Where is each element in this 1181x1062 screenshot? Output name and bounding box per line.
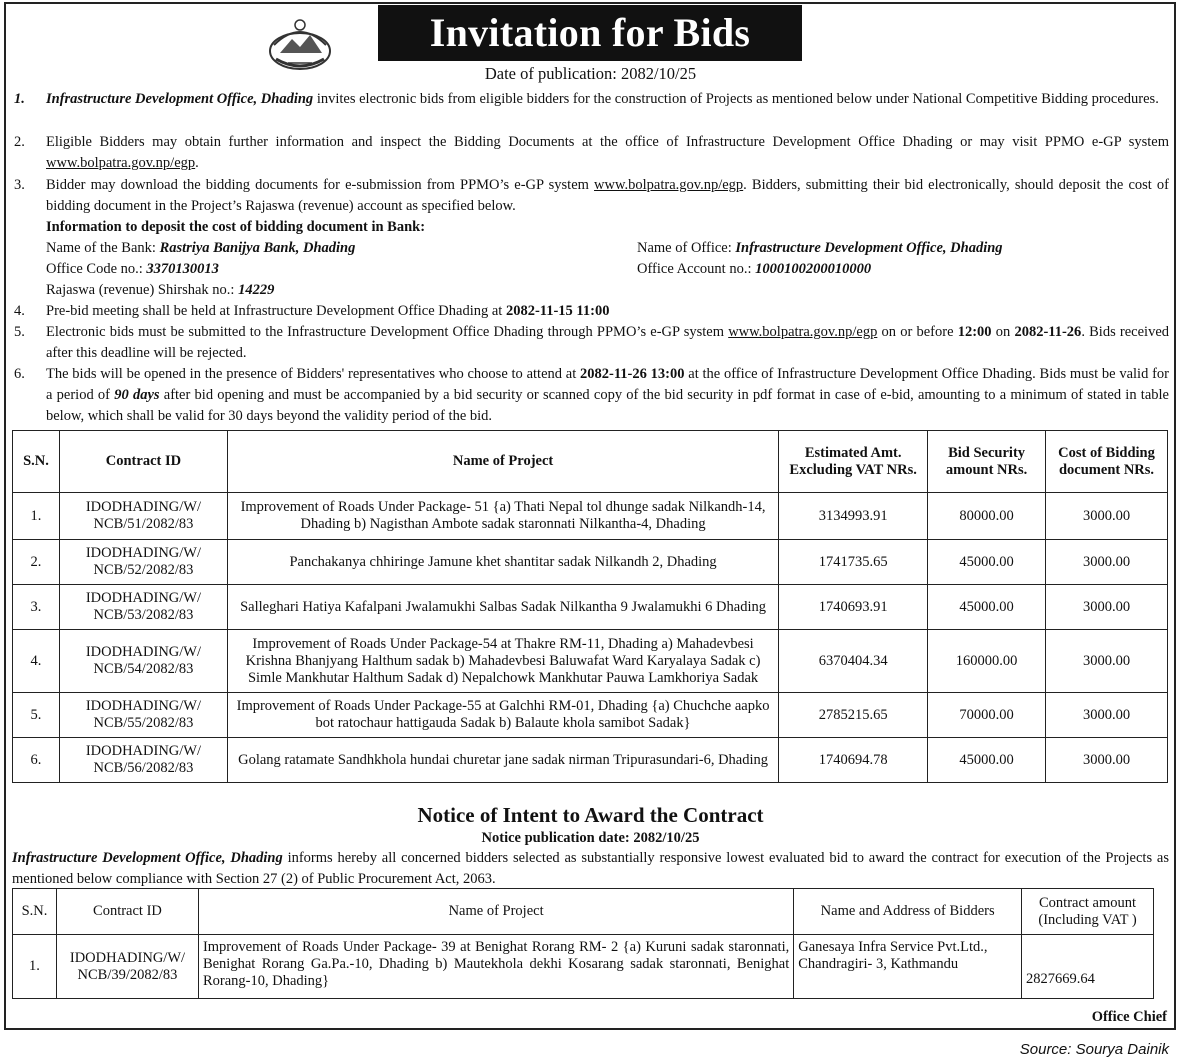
bank-name xyxy=(46,238,355,259)
paragraph-mid: at the office of Infrastructure Development Office Dhading. Bids must be valid for a period of xyxy=(46,366,1170,403)
notice-title: Notice of Intent to Award the Contract xyxy=(417,803,764,827)
notice-office: Infrastructure Development Office, Dhading xyxy=(12,850,283,866)
cell-sn: 1. xyxy=(13,935,57,999)
paragraph-number: 4. xyxy=(14,303,25,319)
cell-sn: 3. xyxy=(13,585,60,630)
bank-value: Rastriya Banijya Bank, Dhading xyxy=(159,240,356,256)
paragraph-end: after bid opening and must be accompanied by a bid security or scanned copy of the bid security in pdf format in case of e-bid, amounting to a minimum of stated in table below, which shall be valid for 30 days beyond the validity period of the bid. xyxy=(46,387,1169,424)
notice-text: informs hereby all concerned bidders selected as substantially responsive lowest evaluated bid to award the contract for execution of the Projects as mentioned below compliance with Section 27 (2) of Public Procurement Act, 2063. xyxy=(12,850,1169,887)
office-name-value: Infrastructure Development Office, Dhading xyxy=(735,240,1003,256)
paragraph-2 xyxy=(14,132,1169,174)
table-header-row xyxy=(13,889,1154,935)
validity-days: 90 days xyxy=(114,387,160,403)
table-row xyxy=(13,630,1168,693)
cell-contract-id: IDODHADING/W/ NCB/56/2082/83 xyxy=(59,738,227,783)
header-sn: S.N. xyxy=(13,889,57,935)
header-estimate: Estimated Amt. Excluding VAT NRs. xyxy=(779,431,928,493)
cell-estimate: 1741735.65 xyxy=(779,540,928,585)
paragraph-end: . Bids received after this deadline will be rejected. xyxy=(46,324,1170,361)
header-security: Bid Security amount NRs. xyxy=(928,431,1046,493)
deadline-date: 2082-11-26 xyxy=(1014,324,1082,340)
cell-security: 45000.00 xyxy=(928,585,1046,630)
cell-sn: 6. xyxy=(13,738,60,783)
egp-link[interactable]: www.bolpatra.gov.np/egp xyxy=(594,177,744,193)
header-project: Name of Project xyxy=(227,431,778,493)
paragraph-6 xyxy=(14,364,1169,427)
paragraph-number: 6. xyxy=(14,366,25,382)
paragraph-number: 2. xyxy=(14,134,25,150)
header-contract-id: Contract ID xyxy=(56,889,198,935)
office-name: Infrastructure Development Office, Dhading xyxy=(46,91,314,107)
header-cost: Cost of Bidding document NRs. xyxy=(1046,431,1168,493)
bids-table xyxy=(12,430,1168,783)
office-code-label: Office Code no.: xyxy=(46,261,147,277)
notice-date: Notice publication date: 2082/10/25 xyxy=(481,830,700,846)
award-table xyxy=(12,888,1154,999)
opening-datetime: 2082-11-26 13:00 xyxy=(580,366,685,382)
table-row xyxy=(13,540,1168,585)
office-code xyxy=(46,259,219,280)
header-amount: Contract amount (Including VAT ) xyxy=(1022,889,1154,935)
cell-project: Panchakanya chhiringe Jamune khet shantitar sadak Nilkandh 2, Dhading xyxy=(227,540,778,585)
cell-estimate: 1740694.78 xyxy=(779,738,928,783)
cell-contract-id: IDODHADING/W/ NCB/53/2082/83 xyxy=(59,585,227,630)
cell-security: 70000.00 xyxy=(928,693,1046,738)
office-name-field xyxy=(637,238,1003,259)
cell-project: Improvement of Roads Under Package- 39 at Benighat Rorang RM- 2 {a) Kuruni sadak staronnati, Benighat Rorang Ga.Pa.-10, Dhading b) Mautekhola dekhi Kosarang sadak staronnati, Benighat Rorang-10, Dhading} xyxy=(198,935,793,999)
paragraph-number: 3. xyxy=(14,177,25,193)
cell-sn: 1. xyxy=(13,493,60,540)
cell-bidder: Ganesaya Infra Service Pvt.Ltd., Chandragiri- 3, Kathmandu xyxy=(794,935,1022,999)
paragraph-text: Eligible Bidders may obtain further information and inspect the Bidding Documents at the office of Infrastructure Development Office Dhading or may visit PPMO e-GP system xyxy=(46,134,1169,150)
paragraph-end: . xyxy=(195,155,199,171)
office-account-value: 1000100200010000 xyxy=(755,261,872,277)
paragraph-text: Electronic bids must be submitted to the Infrastructure Development Office Dhading through PPMO’s e-GP system xyxy=(46,324,729,340)
notice-paragraph xyxy=(12,848,1169,890)
paragraph-text: Pre-bid meeting shall be held at Infrastructure Development Office Dhading at xyxy=(46,303,506,319)
cell-project: Salleghari Hatiya Kafalpani Jwalamukhi Salbas Sadak Nilkantha 9 Jwalamukhi 6 Dhading xyxy=(227,585,778,630)
paragraph-end: . Bidders, submitting their bid electronically, should deposit the cost of bidding document in the Project’s Rajaswa (revenue) account as specified below. xyxy=(46,177,1169,214)
office-name-label: Name of Office: xyxy=(637,240,736,256)
cell-estimate: 3134993.91 xyxy=(779,493,928,540)
cell-project: Improvement of Roads Under Package- 51 {a) Thati Nepal tol dhunge sadak Nilkandh-14, Dhading b) Nagisthan Ambote sadak staronnati Nilkantha-4, Dhading xyxy=(227,493,778,540)
table-row xyxy=(13,935,1154,999)
cell-project: Improvement of Roads Under Package-55 at Galchhi RM-01, Dhading {a) Chuchche aapko bot ratochaur hattigauda Sadak b) Balaute khola samibot Sadak} xyxy=(227,693,778,738)
bank-info-heading: Information to deposit the cost of bidding document in Bank: xyxy=(46,219,426,235)
table-row xyxy=(13,693,1168,738)
cell-sn: 2. xyxy=(13,540,60,585)
cell-contract-id: IDODHADING/W/ NCB/51/2082/83 xyxy=(59,493,227,540)
shirshak-value: 14229 xyxy=(238,282,275,298)
cell-security: 45000.00 xyxy=(928,540,1046,585)
deadline-time: 12:00 xyxy=(957,324,992,340)
paragraph-text: invites electronic bids from eligible bidders for the construction of Projects as mentioned below under National Competitive Bidding procedures. xyxy=(313,91,1159,107)
cell-project: Golang ratamate Sandhkhola hundai churetar jane sadak nirman Tripurasundari-6, Dhading xyxy=(227,738,778,783)
cell-estimate: 6370404.34 xyxy=(779,630,928,693)
paragraph-1 xyxy=(14,89,1169,110)
paragraph-4 xyxy=(14,301,1169,322)
paragraph-number: 5. xyxy=(14,324,25,340)
cell-cost: 3000.00 xyxy=(1046,738,1168,783)
table-header-row xyxy=(13,431,1168,493)
paragraph-text: The bids will be opened in the presence of Bidders' representatives who choose to attend at xyxy=(46,366,581,382)
cell-contract-id: IDODHADING/W/ NCB/54/2082/83 xyxy=(59,630,227,693)
office-code-value: 3370130013 xyxy=(146,261,219,277)
cell-cost: 3000.00 xyxy=(1046,630,1168,693)
cell-estimate: 1740693.91 xyxy=(779,585,928,630)
source-credit: Source: Sourya Dainik xyxy=(1019,1041,1169,1058)
signatory: Office Chief xyxy=(1091,1009,1167,1025)
cell-project: Improvement of Roads Under Package-54 at Thakre RM-11, Dhading a) Mahadevbesi Krishna Bhanjyang Halthum sadak b) Mahadevbesi Baluwafat Ward Karyalaya Sadak c) Simle Mankhutar Halthum Sadak d) Nepalchowk Mankhutar Pauwa Lamkhoriya Sadak xyxy=(227,630,778,693)
header-project: Name of Project xyxy=(198,889,793,935)
cell-contract-id: IDODHADING/W/ NCB/52/2082/83 xyxy=(59,540,227,585)
header-sn: S.N. xyxy=(13,431,60,493)
paragraph-mid2: on xyxy=(991,324,1015,340)
publication-date: Date of publication: 2082/10/25 xyxy=(484,64,697,83)
cell-estimate: 2785215.65 xyxy=(779,693,928,738)
header-bidder: Name and Address of Bidders xyxy=(794,889,1022,935)
paragraph-text: Bidder may download the bidding documents for e-submission from PPMO’s e-GP system xyxy=(46,177,595,193)
cell-security: 45000.00 xyxy=(928,738,1046,783)
office-account-label: Office Account no.: xyxy=(637,261,756,277)
cell-security: 160000.00 xyxy=(928,630,1046,693)
egp-link[interactable]: www.bolpatra.gov.np/egp xyxy=(46,155,196,171)
table-row xyxy=(13,585,1168,630)
cell-amount: 2827669.64 xyxy=(1022,935,1154,999)
header-contract-id: Contract ID xyxy=(59,431,227,493)
office-account xyxy=(637,259,871,280)
cell-cost: 3000.00 xyxy=(1046,693,1168,738)
prebid-datetime: 2082-11-15 11:00 xyxy=(505,303,610,319)
cell-sn: 5. xyxy=(13,693,60,738)
cell-cost: 3000.00 xyxy=(1046,493,1168,540)
cell-security: 80000.00 xyxy=(928,493,1046,540)
shirshak-label: Rajaswa (revenue) Shirshak no.: xyxy=(46,282,239,298)
cell-contract-id: IDODHADING/W/ NCB/39/2082/83 xyxy=(56,935,198,999)
table-row xyxy=(13,738,1168,783)
shirshak-no xyxy=(46,280,274,301)
cell-contract-id: IDODHADING/W/ NCB/55/2082/83 xyxy=(59,693,227,738)
paragraph-3 xyxy=(14,175,1169,217)
page-title: Invitation for Bids xyxy=(378,5,802,61)
paragraph-5 xyxy=(14,322,1169,364)
cell-sn: 4. xyxy=(13,630,60,693)
egp-link[interactable]: www.bolpatra.gov.np/egp xyxy=(728,324,878,340)
paragraph-mid: on or before xyxy=(877,324,958,340)
table-row xyxy=(13,493,1168,540)
cell-cost: 3000.00 xyxy=(1046,585,1168,630)
paragraph-number: 1. xyxy=(14,91,25,107)
cell-cost: 3000.00 xyxy=(1046,540,1168,585)
bank-label: Name of the Bank: xyxy=(46,240,160,256)
